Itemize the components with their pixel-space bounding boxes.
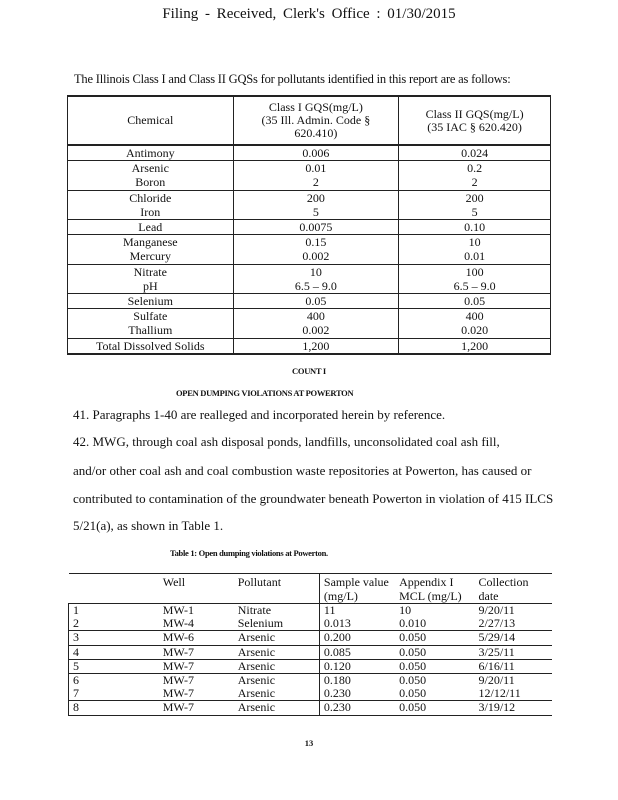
header-pollutant: Pollutant [234, 574, 320, 604]
row-well: MW-7 [162, 686, 195, 701]
row-date: 12/12/11 [478, 686, 521, 701]
violation-row [69, 645, 553, 659]
row-number: 5 [69, 659, 159, 673]
gqs-class2-value: 100 [399, 264, 551, 279]
gqs-row [68, 220, 551, 235]
row-sample-value: 0.013 [319, 617, 395, 631]
gqs-class1-value: 2 [233, 175, 399, 190]
gqs-chemical: Chloride [68, 190, 234, 205]
header-mcl-line2: MCL (mg/L) [399, 589, 462, 603]
row-date: 9/20/11 [475, 674, 553, 688]
row-mcl: 0.050 [395, 645, 474, 659]
gqs-class2-value: 0.2 [399, 161, 551, 176]
row-date: 9/20/11 [475, 604, 553, 618]
paragraph-42-line-3: contributed to contamination of the groundwater beneath Powerton in violation of 415 ILCS [73, 491, 554, 506]
violation-row [69, 701, 553, 715]
row-well: MW-4 [162, 616, 195, 631]
header-date [475, 574, 553, 604]
row-well: MW-7 [159, 701, 234, 715]
gqs-chemical: pH [68, 279, 234, 294]
gqs-class2-value: 0.01 [399, 249, 551, 264]
gqs-class1-value: 0.0075 [233, 220, 399, 235]
header-number [69, 574, 159, 604]
gqs-row [68, 161, 551, 176]
row-date: 3/19/12 [475, 701, 553, 715]
row-pollutant: Arsenic [234, 659, 320, 673]
paragraph-42-line-1: 42. MWG, through coal ash disposal ponds, landfills, unconsolidated coal ash fill, [73, 434, 500, 449]
gqs-class1-value: 6.5 – 9.0 [233, 279, 399, 294]
gqs-row [68, 264, 551, 279]
row-pollutant: Selenium [237, 616, 284, 631]
row-pollutant: Arsenic [234, 645, 320, 659]
row-sample-value: 0.200 [319, 631, 395, 645]
page-number: 13 [304, 738, 314, 748]
row-sample-value: 0.120 [319, 659, 395, 673]
row-date: 5/29/14 [475, 631, 553, 645]
gqs-class2-value: 0.10 [399, 220, 551, 235]
violation-row [69, 659, 553, 673]
gqs-chemical: Selenium [68, 294, 234, 309]
row-well: MW-1 [159, 604, 234, 618]
header-mcl-line1: Appendix I [399, 575, 454, 589]
gqs-header-chemical: Chemical [68, 96, 234, 145]
count-subheading: OPEN DUMPING VIOLATIONS AT POWERTON [176, 388, 354, 398]
row-mcl: 10 [395, 604, 474, 618]
header-well: Well [159, 574, 234, 604]
row-pollutant: Arsenic [234, 674, 320, 688]
gqs-header-class1-line2: (35 Ill. Admin. Code § [261, 113, 371, 127]
gqs-row [68, 205, 551, 220]
row-number: 8 [69, 701, 159, 715]
gqs-class2-value: 400 [399, 309, 551, 324]
gqs-class1-value: 5 [233, 205, 399, 220]
gqs-class2-value: 0.024 [399, 145, 551, 161]
gqs-class2-value: 0.020 [399, 323, 551, 338]
intro-sentence: The Illinois Class I and Class II GQSs for pollutants identified in this report are as follows: [74, 72, 511, 86]
gqs-header-class1-line1: Class I GQS(mg/L) [268, 100, 363, 114]
violation-row [69, 617, 553, 631]
gqs-class2-value: 0.05 [399, 294, 551, 309]
gqs-row [68, 190, 551, 205]
row-mcl: 0.050 [395, 674, 474, 688]
paragraph-41: 41. Paragraphs 1-40 are realleged and incorporated herein by reference. [73, 407, 446, 422]
row-mcl: 0.050 [395, 701, 474, 715]
gqs-class1-value: 10 [233, 264, 399, 279]
gqs-table [67, 95, 551, 355]
gqs-row [68, 279, 551, 294]
gqs-row [68, 235, 551, 250]
count-heading: COUNT I [292, 366, 326, 376]
header-sample-line1: Sample value [323, 575, 389, 589]
gqs-header-class1-line3: 620.410) [294, 126, 338, 140]
row-sample-value: 0.180 [319, 674, 395, 688]
header-sample-line2: (mg/L) [323, 589, 358, 603]
gqs-class1-value: 400 [233, 309, 399, 324]
gqs-class2-value: 1,200 [399, 338, 551, 354]
gqs-row [68, 338, 551, 354]
header-date-line2: date [478, 589, 499, 603]
row-sample-value: 0.230 [319, 687, 395, 701]
gqs-chemical: Mercury [68, 249, 234, 264]
row-pollutant: Arsenic [234, 701, 320, 715]
row-date: 3/25/11 [475, 645, 553, 659]
row-well: MW-7 [159, 659, 234, 673]
gqs-row [68, 309, 551, 324]
gqs-class2-value: 10 [399, 235, 551, 250]
gqs-class2-value: 200 [399, 190, 551, 205]
gqs-row [68, 294, 551, 309]
gqs-chemical: Manganese [68, 235, 234, 250]
gqs-class1-value: 0.002 [233, 249, 399, 264]
gqs-header-class2-line2: (35 IAC § 620.420) [427, 119, 522, 134]
header-sample-value [319, 574, 395, 604]
filing-header: Filing - Received, Clerk's Office : 01/30/2015 [162, 6, 456, 22]
header-date-line1: Collection [478, 575, 529, 589]
gqs-row [68, 175, 551, 190]
gqs-chemical: Sulfate [68, 309, 234, 324]
gqs-class2-value: 6.5 – 9.0 [399, 279, 551, 294]
paragraph-42-line-4: 5/21(a), as shown in Table 1. [73, 518, 224, 533]
row-mcl: 0.010 [399, 616, 427, 631]
row-well: MW-6 [159, 631, 234, 645]
row-well: MW-7 [159, 645, 234, 659]
row-pollutant: Arsenic [237, 686, 276, 701]
row-date: 6/16/11 [475, 659, 553, 673]
gqs-header-class2-line1: Class II GQS(mg/L) [425, 106, 524, 121]
gqs-class1-value: 0.05 [233, 294, 399, 309]
row-number: 7 [69, 687, 159, 701]
gqs-header-row [68, 96, 551, 145]
violation-row [69, 674, 553, 688]
gqs-chemical: Lead [68, 220, 234, 235]
gqs-chemical: Thallium [68, 323, 234, 338]
row-number: 3 [69, 631, 159, 645]
gqs-class1-value: 0.15 [233, 235, 399, 250]
table-1-caption: Table 1: Open dumping violations at Powerton. [170, 548, 328, 558]
gqs-row [68, 145, 551, 161]
gqs-class2-value: 5 [399, 205, 551, 220]
gqs-chemical: Iron [68, 205, 234, 220]
gqs-row [68, 323, 551, 338]
gqs-chemical: Arsenic [68, 161, 234, 176]
gqs-chemical: Nitrate [68, 264, 234, 279]
violation-row [69, 687, 553, 701]
row-number: 6 [69, 674, 159, 688]
row-number: 4 [69, 645, 159, 659]
row-number: 1 [69, 604, 159, 618]
violation-row [69, 631, 553, 645]
header-mcl [395, 574, 474, 604]
gqs-class1-value: 1,200 [233, 338, 399, 354]
row-pollutant: Arsenic [234, 631, 320, 645]
row-mcl: 0.050 [399, 686, 427, 701]
gqs-class1-value: 200 [233, 190, 399, 205]
row-number: 2 [69, 617, 159, 631]
row-mcl: 0.050 [395, 659, 474, 673]
row-date: 2/27/13 [478, 616, 516, 631]
row-pollutant: Nitrate [234, 604, 320, 618]
row-sample-value: 0.230 [319, 701, 395, 715]
gqs-class1-value: 0.002 [233, 323, 399, 338]
gqs-chemical: Antimony [68, 145, 234, 161]
paragraph-42-line-2: and/or other coal ash and coal combustion waste repositories at Powerton, has caused or [73, 463, 532, 478]
gqs-class2-value: 2 [399, 175, 551, 190]
gqs-row [68, 249, 551, 264]
violations-table [68, 573, 552, 716]
row-sample-value: 0.085 [319, 645, 395, 659]
gqs-chemical: Boron [68, 175, 234, 190]
violation-row [69, 604, 553, 618]
gqs-header-class1 [233, 96, 399, 145]
row-well: MW-7 [159, 674, 234, 688]
violations-header-row [69, 574, 553, 604]
row-sample-value: 11 [319, 604, 395, 618]
gqs-header-class2 [399, 96, 551, 145]
gqs-chemical: Total Dissolved Solids [68, 338, 234, 354]
gqs-class1-value: 0.01 [233, 161, 399, 176]
gqs-class1-value: 0.006 [233, 145, 399, 161]
row-mcl: 0.050 [395, 631, 474, 645]
